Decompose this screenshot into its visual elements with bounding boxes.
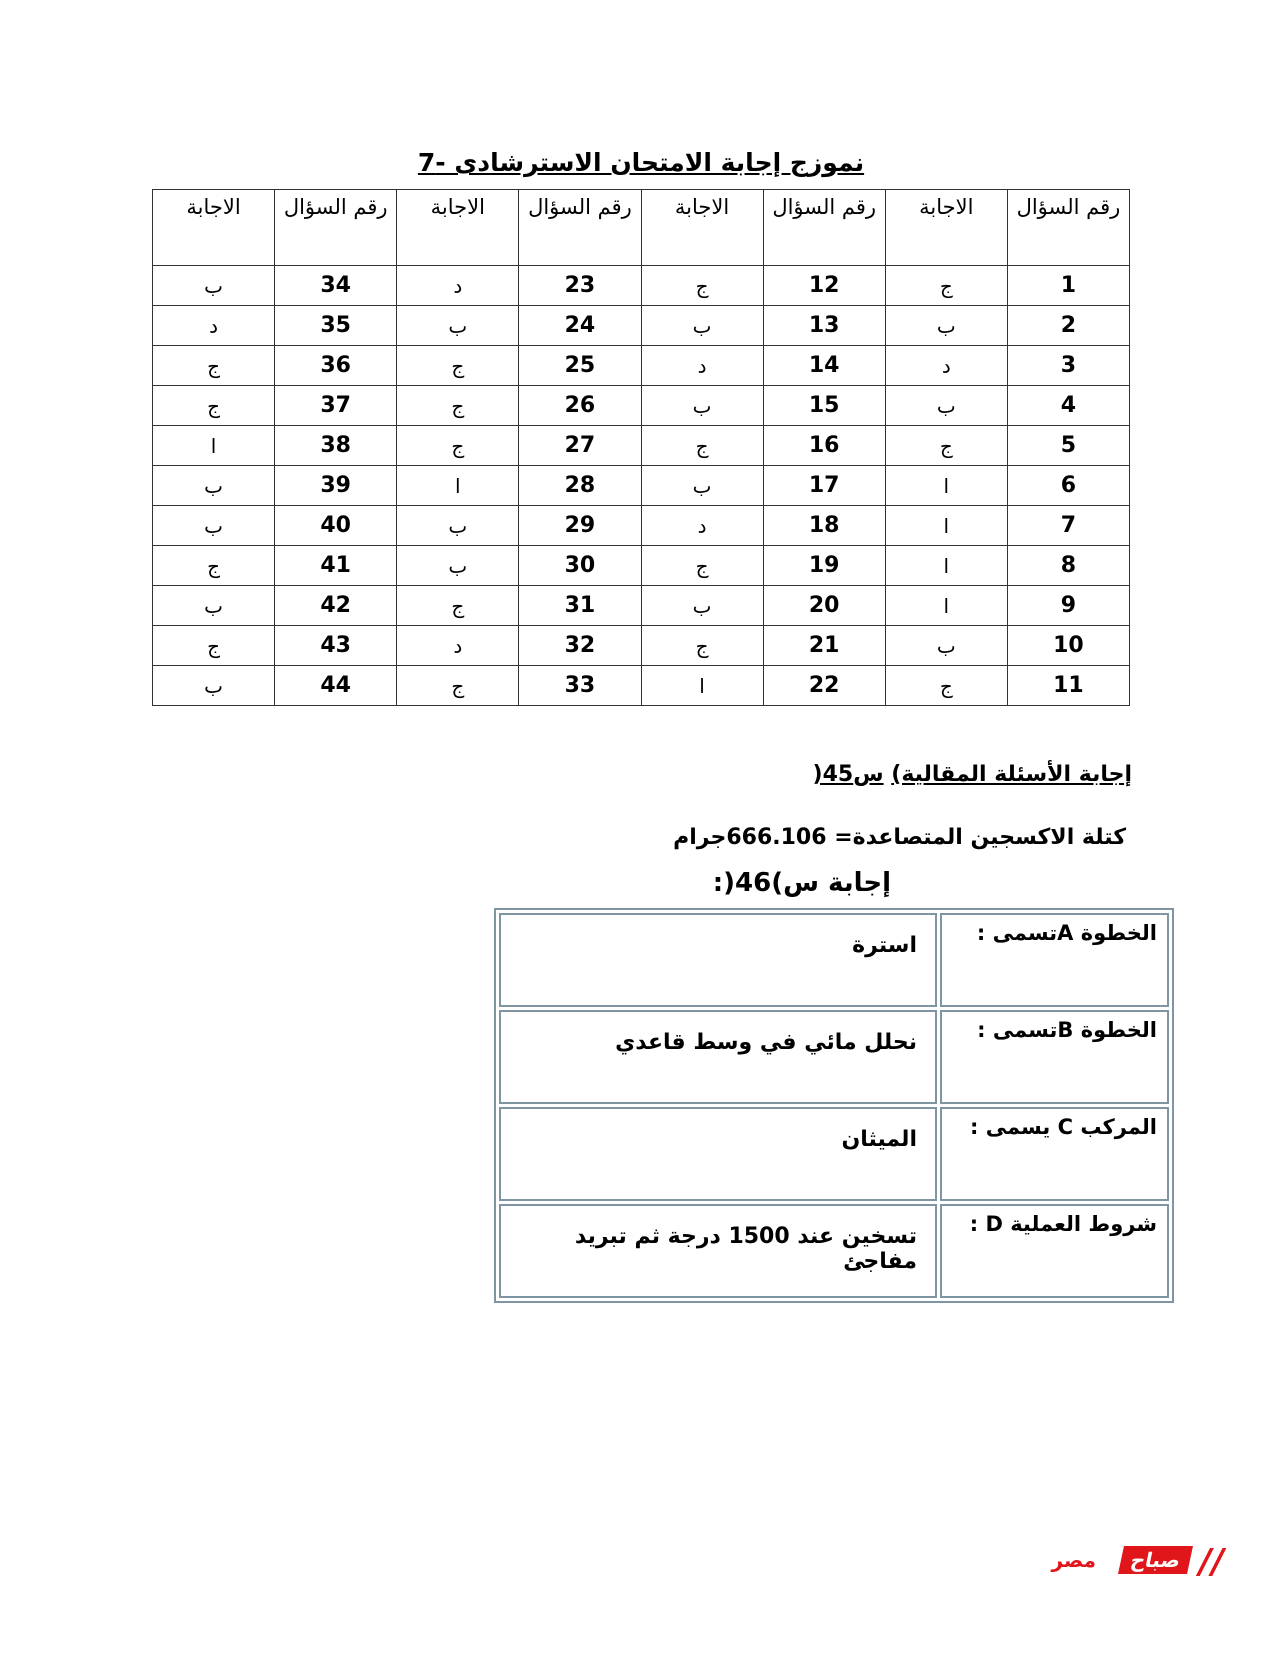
- answer-cell: ب: [885, 306, 1007, 346]
- answer-cell: ج: [641, 426, 763, 466]
- question-number-cell: 18: [763, 506, 885, 546]
- answer-cell: ب: [397, 306, 519, 346]
- essay-heading: إجابة الأسئلة المقالية) س45(: [812, 762, 1132, 787]
- table-row: [153, 506, 1130, 546]
- answer-cell: ا: [885, 466, 1007, 506]
- table-row: [153, 626, 1130, 666]
- question-number-cell: 43: [275, 626, 397, 666]
- question-number-cell: 42: [275, 586, 397, 626]
- answer-cell: ج: [153, 546, 275, 586]
- table-row: [499, 1010, 1169, 1104]
- answer-cell: ب: [641, 586, 763, 626]
- question-number-cell: 14: [763, 346, 885, 386]
- question-number-cell: 8: [1007, 546, 1129, 586]
- answer-cell: ج: [885, 426, 1007, 466]
- question-number-cell: 39: [275, 466, 397, 506]
- table-row: [153, 426, 1130, 466]
- q46-heading: إجابة س)46(:: [712, 868, 891, 898]
- q45-answer: كتلة الاكسجين المتصاعدة= 666.106جرام: [673, 825, 1126, 850]
- question-number-cell: 36: [275, 346, 397, 386]
- answer-cell: د: [397, 266, 519, 306]
- answer-key-table: [152, 189, 1130, 706]
- column-header: الاجابة: [885, 190, 1007, 266]
- question-number-cell: 5: [1007, 426, 1129, 466]
- question-number-cell: 30: [519, 546, 641, 586]
- table-row: [499, 913, 1169, 1007]
- question-number-cell: 13: [763, 306, 885, 346]
- table-row: [153, 546, 1130, 586]
- question-number-cell: 12: [763, 266, 885, 306]
- column-header: رقم السؤال: [763, 190, 885, 266]
- question-number-cell: 25: [519, 346, 641, 386]
- question-number-cell: 9: [1007, 586, 1129, 626]
- answer-cell: ج: [397, 666, 519, 706]
- question-number-cell: 26: [519, 386, 641, 426]
- question-number-cell: 41: [275, 546, 397, 586]
- answer-cell: ب: [641, 466, 763, 506]
- question-number-cell: 34: [275, 266, 397, 306]
- question-number-cell: 17: [763, 466, 885, 506]
- question-number-cell: 16: [763, 426, 885, 466]
- answer-cell: ج: [397, 346, 519, 386]
- answer-cell: د: [153, 306, 275, 346]
- question-number-cell: 24: [519, 306, 641, 346]
- answer-cell: ب: [153, 466, 275, 506]
- question-number-cell: 21: [763, 626, 885, 666]
- answer-cell: ب: [153, 586, 275, 626]
- column-header: رقم السؤال: [1007, 190, 1129, 266]
- answer-cell: د: [641, 506, 763, 546]
- q46-answer-table: [494, 908, 1174, 1303]
- table-row: [153, 306, 1130, 346]
- question-number-cell: 31: [519, 586, 641, 626]
- column-header: رقم السؤال: [275, 190, 397, 266]
- answer-cell: ج: [641, 266, 763, 306]
- answer-cell: ب: [641, 386, 763, 426]
- q46-label: شروط العملية D :: [940, 1204, 1169, 1298]
- table-row: [499, 1107, 1169, 1201]
- question-number-cell: 38: [275, 426, 397, 466]
- answer-cell: ب: [641, 306, 763, 346]
- q46-value: استرة: [499, 913, 937, 1007]
- question-number-cell: 22: [763, 666, 885, 706]
- column-header: الاجابة: [641, 190, 763, 266]
- answer-cell: ب: [885, 626, 1007, 666]
- answer-cell: ج: [641, 626, 763, 666]
- table-row: [153, 266, 1130, 306]
- logo-slashes-icon: //: [1199, 1542, 1224, 1582]
- question-number-cell: 37: [275, 386, 397, 426]
- question-number-cell: 28: [519, 466, 641, 506]
- table-header-row: [153, 190, 1130, 266]
- table-row: [153, 346, 1130, 386]
- column-header: الاجابة: [153, 190, 275, 266]
- question-number-cell: 27: [519, 426, 641, 466]
- table-row: [499, 1204, 1169, 1298]
- q46-label: الخطوة Bتسمى :: [940, 1010, 1169, 1104]
- question-number-cell: 40: [275, 506, 397, 546]
- answer-cell: ب: [153, 266, 275, 306]
- q46-value: تسخين عند 1500 درجة ثم تبريد مفاجئ: [499, 1204, 937, 1298]
- question-number-cell: 32: [519, 626, 641, 666]
- column-header: الاجابة: [397, 190, 519, 266]
- answer-cell: ا: [397, 466, 519, 506]
- question-number-cell: 19: [763, 546, 885, 586]
- question-number-cell: 7: [1007, 506, 1129, 546]
- table-row: [153, 466, 1130, 506]
- question-number-cell: 33: [519, 666, 641, 706]
- answer-cell: ا: [153, 426, 275, 466]
- answer-cell: ج: [885, 666, 1007, 706]
- answer-cell: ا: [641, 666, 763, 706]
- logo-country: مصر: [1051, 1548, 1096, 1572]
- question-number-cell: 44: [275, 666, 397, 706]
- answer-cell: ج: [397, 386, 519, 426]
- answer-cell: ب: [153, 666, 275, 706]
- answer-cell: ب: [397, 506, 519, 546]
- logo-brand: صباح: [1118, 1546, 1193, 1574]
- answer-cell: ج: [153, 386, 275, 426]
- table-row: [153, 666, 1130, 706]
- answer-cell: ج: [153, 626, 275, 666]
- answer-cell: ب: [153, 506, 275, 546]
- question-number-cell: 1: [1007, 266, 1129, 306]
- answer-cell: ب: [885, 386, 1007, 426]
- table-row: [153, 586, 1130, 626]
- answer-cell: ج: [641, 546, 763, 586]
- table-row: [153, 386, 1130, 426]
- question-number-cell: 20: [763, 586, 885, 626]
- q46-label: المركب C يسمى :: [940, 1107, 1169, 1201]
- question-number-cell: 6: [1007, 466, 1129, 506]
- answer-cell: ج: [153, 346, 275, 386]
- answer-cell: ج: [397, 426, 519, 466]
- question-number-cell: 3: [1007, 346, 1129, 386]
- answer-cell: د: [885, 346, 1007, 386]
- question-number-cell: 35: [275, 306, 397, 346]
- answer-cell: ج: [397, 586, 519, 626]
- q46-label: الخطوة Aتسمى :: [940, 913, 1169, 1007]
- question-number-cell: 11: [1007, 666, 1129, 706]
- answer-cell: ج: [885, 266, 1007, 306]
- answer-cell: ا: [885, 586, 1007, 626]
- answer-cell: د: [397, 626, 519, 666]
- question-number-cell: 4: [1007, 386, 1129, 426]
- answer-cell: ا: [885, 506, 1007, 546]
- answer-cell: ا: [885, 546, 1007, 586]
- answer-cell: د: [641, 346, 763, 386]
- question-number-cell: 23: [519, 266, 641, 306]
- q46-value: الميثان: [499, 1107, 937, 1201]
- question-number-cell: 15: [763, 386, 885, 426]
- column-header: رقم السؤال: [519, 190, 641, 266]
- question-number-cell: 2: [1007, 306, 1129, 346]
- question-number-cell: 29: [519, 506, 641, 546]
- question-number-cell: 10: [1007, 626, 1129, 666]
- sabah-masr-logo: [1026, 1538, 1226, 1584]
- page-title: نموزج إجابة الامتحان الاسترشادى -7: [417, 148, 865, 177]
- q46-value: نحلل مائي في وسط قاعدي: [499, 1010, 937, 1104]
- answer-cell: ب: [397, 546, 519, 586]
